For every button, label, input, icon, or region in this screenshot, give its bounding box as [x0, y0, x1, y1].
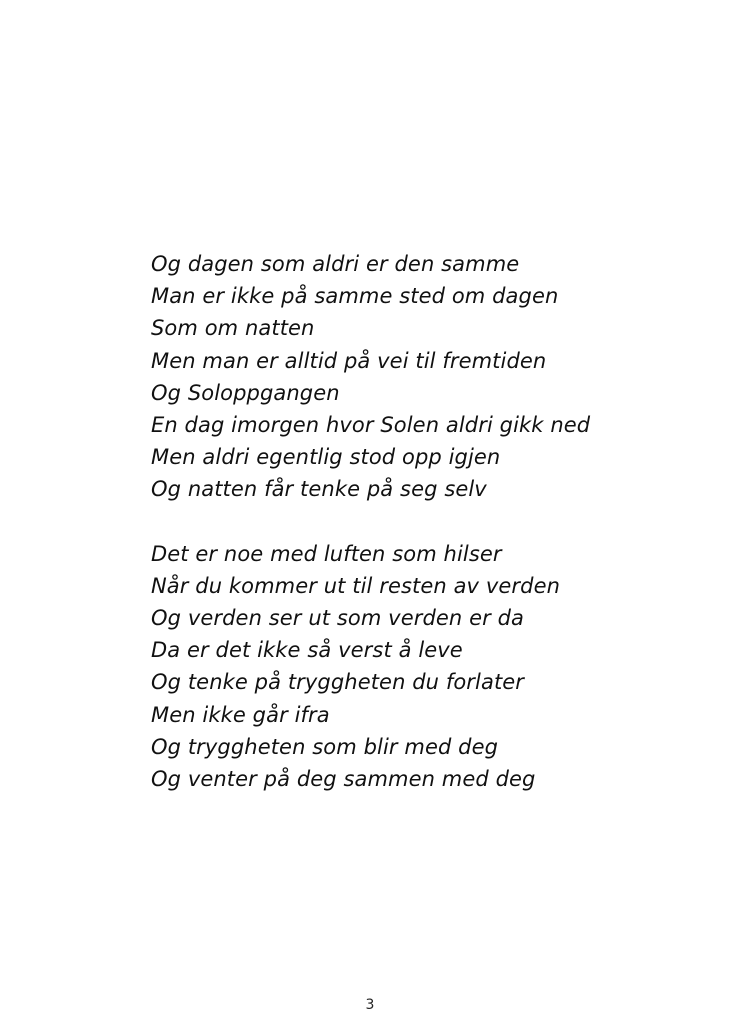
poem-line: Og tryggheten som blir med deg [151, 734, 499, 759]
poem-line: Og venter på deg sammen med deg [151, 767, 536, 792]
poem-line: En dag imorgen hvor Solen aldri gikk ned [151, 413, 591, 438]
poem-body [151, 248, 711, 795]
stanza-2 [151, 538, 711, 796]
poem-line: Det er noe med luften som hilser [151, 541, 502, 566]
page-number: 3 [365, 997, 375, 1013]
poem-line: Men ikke går ifra [151, 702, 330, 727]
poem-line: Men aldri egentlig stod opp igjen [151, 445, 501, 470]
poem-line: Men man er alltid på vei til fremtiden [151, 348, 547, 373]
poem-line: Og verden ser ut som verden er da [151, 606, 525, 631]
poem-line: Som om natten [151, 316, 315, 341]
poem-line: Når du kommer ut til resten av verden [151, 573, 560, 598]
poem-line: Man er ikke på samme sted om dagen [151, 284, 559, 309]
poem-line: Og tenke på tryggheten du forlater [151, 670, 525, 695]
poem-line: Og dagen som aldri er den samme [151, 252, 520, 276]
poem-line: Og Soloppgangen [151, 380, 340, 405]
poem-line: Og natten får tenke på seg selv [151, 477, 487, 502]
poem-line: Da er det ikke så verst å leve [151, 638, 463, 663]
stanza-1 [151, 248, 711, 506]
